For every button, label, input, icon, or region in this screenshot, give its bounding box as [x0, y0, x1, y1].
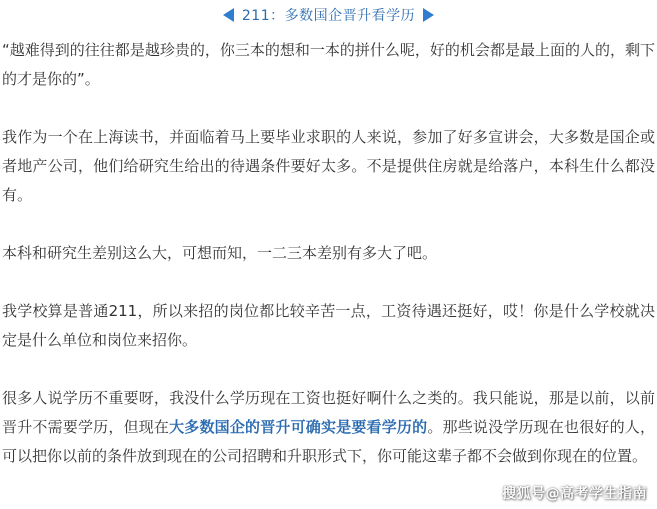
section-header	[0, 4, 657, 26]
paragraph-promotion	[2, 384, 655, 471]
paragraph-quote: “越难得到的往往都是越珍贵的，你三本的想和一本的拼什么呢，好的机会都是最上面的人的，剩下的才是你的”。	[2, 41, 655, 88]
paragraph-job-hunting: 我作为一个在上海读书，并面临着马上要毕业求职的人来说，参加了好多宣讲会，大多数是国企或者地产公司，他们给研究生给出的待遇条件要好太多。不是提供住房就是给落户，本科生什么都没有。	[2, 128, 655, 204]
triangle-right-icon	[423, 8, 434, 22]
triangle-left-icon	[223, 8, 234, 22]
article-body	[2, 36, 655, 500]
paragraph-school: 我学校算是普通211，所以来招的岗位都比较辛苦一点，工资待遇还挺好，哎！你是什么学校就决定是什么单位和岗位来招你。	[2, 302, 655, 349]
paragraph-promotion-after: 。那些说没学历现在也很好的人，可以把你以前的条件放到现在的公司招聘和升职形式下，你可能这辈子都不会做到你现在的位置。	[2, 418, 655, 465]
highlight-text: 大多数国企的晋升可确实是要看学历的	[169, 418, 428, 436]
paragraph-degree-gap: 本科和研究生差别这么大，可想而知，一二三本差别有多大了吧。	[2, 244, 438, 262]
section-title: 211：多数国企晋升看学历	[241, 8, 416, 24]
paragraph-promotion-before: 很多人说学历不重要呀，我没什么学历现在工资也挺好啊什么之类的。我只能说，那是以前，以前晋升不需要学历，但现在	[2, 389, 655, 436]
watermark: 搜狐号@高考学生指南	[502, 486, 647, 502]
